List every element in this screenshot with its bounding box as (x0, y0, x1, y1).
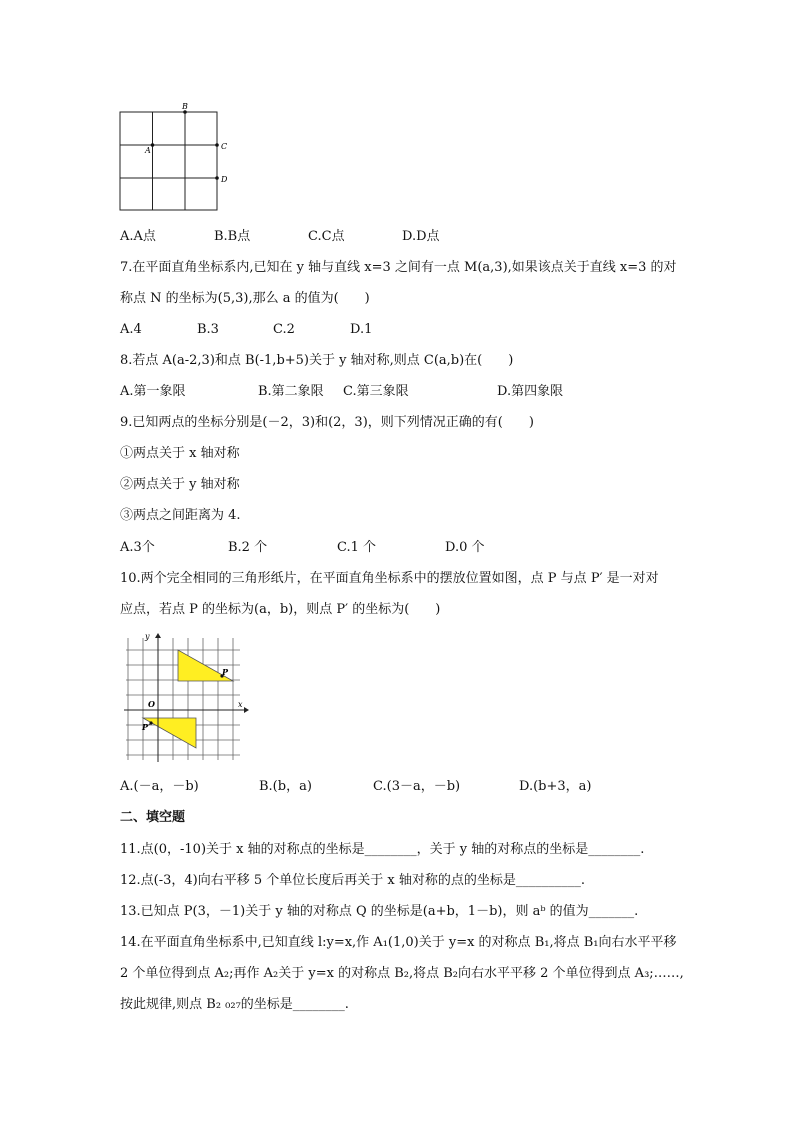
q13-text: 13.已知点 P(3，－1)关于 y 轴的对称点 Q 的坐标是(a+b，1－b)，则 aᵇ 的值为_______. (120, 904, 639, 919)
q9-statement-3: ③两点之间距离为 4. (120, 508, 241, 523)
q8-text-line1: 8.若点 A(a-2,3)和点 B(-1,b+5)关于 y 轴对称,则点 C(a,b)在( ) (120, 353, 514, 368)
q14-text-line2: 2 个单位得到点 A₂;再作 A₂关于 y=x 的对称点 B₂,将点 B₂向右水平平移 2 个单位得到点 A₃;……, (120, 966, 684, 981)
q9-option-d[interactable]: D.0 个 (445, 540, 485, 555)
q11-text: 11.点(0，-10)关于 x 轴的对称点的坐标是________，关于 y 轴的对称点的坐标是________. (120, 842, 645, 857)
x-axis-arrow (244, 707, 249, 713)
q6-option-d[interactable]: D.D点 (402, 229, 440, 244)
q7-option-b[interactable]: B.3 (197, 322, 219, 337)
q7-text-line2: 称点 N 的坐标为(5,3),那么 a 的值为( ) (120, 291, 370, 306)
label-c: C (221, 142, 228, 151)
q14-text-line1: 14.在平面直角坐标系中,已知直线 l:y=x,作 A₁(1,0)关于 y=x 的对称点 B₁,将点 B₁向右水平平移 (120, 935, 677, 950)
section-title: 二、填空题 (120, 810, 186, 825)
q10-option-c[interactable]: C.(3－a，－b) (373, 779, 461, 794)
y-axis-label: y (145, 632, 150, 641)
q7-option-d[interactable]: D.1 (350, 322, 373, 337)
q7-text-line1: 7.在平面直角坐标系内,已知在 y 轴与直线 x=3 之间有一点 M(a,3),如果该点关于直线 x=3 的对 (120, 260, 677, 275)
q12-text: 12.点(-3，4)向右平移 5 个单位长度后再关于 x 轴对称的点的坐标是__________. (120, 873, 586, 888)
grid-figure (112, 100, 242, 216)
label-a: A (145, 146, 151, 155)
q9-option-c[interactable]: C.1 个 (337, 540, 377, 555)
q9-statement-1: ①两点关于 x 轴对称 (120, 446, 240, 461)
q7-option-c[interactable]: C.2 (273, 322, 295, 337)
label-d: D (221, 175, 228, 184)
origin-label: O (148, 699, 155, 709)
x-axis-label: x (238, 700, 243, 709)
y-axis-arrow (155, 633, 161, 638)
q7-option-a[interactable]: A.4 (120, 322, 142, 337)
q9-option-b[interactable]: B.2 个 (228, 540, 268, 555)
q6-option-b[interactable]: B.B点 (214, 229, 251, 244)
q9-text-line1: 9.已知两点的坐标分别是(－2，3)和(2，3)，则下列情况正确的有( ) (120, 415, 534, 430)
p-prime-label: P′ (142, 722, 151, 732)
label-b: B (182, 102, 188, 111)
q14-text-line3: 按此规律,则点 B₂ ₀₂₇的坐标是________. (120, 997, 349, 1012)
q10-option-a[interactable]: A.(－a，－b) (120, 779, 199, 794)
q10-option-d[interactable]: D.(b+3，a) (519, 779, 592, 794)
q8-option-a[interactable]: A.第一象限 (120, 384, 186, 399)
triangle-figure (118, 630, 253, 765)
q8-option-c[interactable]: C.第三象限 (343, 384, 409, 399)
p-label: P (222, 667, 229, 677)
point-d (215, 176, 219, 180)
grid-border (120, 112, 217, 210)
point-a (151, 143, 155, 147)
q10-text-line1: 10.两个完全相同的三角形纸片，在平面直角坐标系中的摆放位置如图，点 P 与点 P′ 是一对对 (120, 571, 659, 586)
q6-option-a[interactable]: A.A点 (120, 229, 156, 244)
q9-option-a[interactable]: A.3个 (120, 540, 155, 555)
q9-statement-2: ②两点关于 y 轴对称 (120, 477, 240, 492)
q8-option-b[interactable]: B.第二象限 (258, 384, 324, 399)
q8-option-d[interactable]: D.第四象限 (497, 384, 564, 399)
q10-text-line2: 应点，若点 P 的坐标为(a，b)，则点 P′ 的坐标为( ) (120, 602, 441, 617)
point-c (215, 143, 219, 147)
q6-option-c[interactable]: C.C点 (308, 229, 345, 244)
q10-option-b[interactable]: B.(b，a) (259, 779, 312, 794)
